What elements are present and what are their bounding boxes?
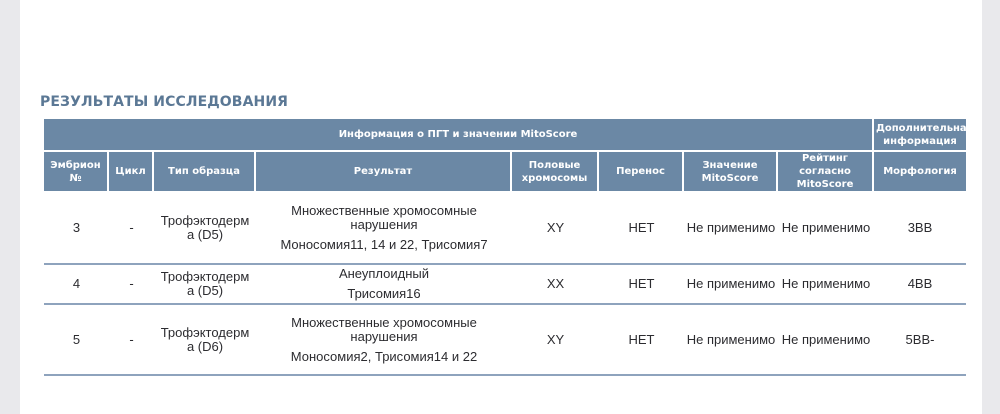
cell-embryo: 3: [44, 193, 109, 265]
col-header-sample: Тип образца: [154, 152, 256, 193]
cell-result: [256, 265, 512, 305]
result-detail: Моносомия11, 14 и 22, Трисомия7: [280, 237, 488, 252]
cell-cycle: -: [109, 193, 154, 265]
col-header-sex: Половые хромосомы: [512, 152, 599, 193]
result-main: Множественные хромосомные нарушения: [291, 314, 477, 344]
cell-embryo: 4: [44, 265, 109, 305]
cell-rating: Не применимо: [778, 305, 874, 376]
col-header-transfer: Перенос: [599, 152, 684, 193]
result-detail: Моносомия2, Трисомия14 и 22: [290, 348, 478, 364]
cell-rating: Не применимо: [778, 265, 874, 305]
table-row: [44, 193, 966, 265]
cell-mitoscore: Не применимо: [684, 265, 778, 305]
col-header-result: Результат: [256, 152, 512, 193]
cell-transfer: НЕТ: [599, 193, 684, 265]
table-row: [44, 265, 966, 305]
col-header-mitoscore: Значение MitoScore: [684, 152, 778, 193]
cell-rating: Не применимо: [778, 193, 874, 265]
group-header-row: [44, 119, 966, 152]
cell-result: [256, 305, 512, 376]
cell-morphology: 5BB-: [874, 305, 966, 376]
cell-sex: XY: [512, 193, 599, 265]
cell-cycle: -: [109, 265, 154, 305]
cell-morphology: 4BB: [874, 265, 966, 305]
col-header-morphology: Морфология: [874, 152, 966, 193]
result-detail: Трисомия16: [347, 286, 421, 301]
column-header-row: [44, 152, 966, 193]
col-header-embryo: Эмбрион №: [44, 152, 109, 193]
cell-transfer: НЕТ: [599, 265, 684, 305]
cell-result: [256, 193, 512, 265]
cell-embryo: 5: [44, 305, 109, 376]
cell-sample: Трофэктодерм а (D5): [154, 193, 256, 265]
table-row: [44, 305, 966, 376]
col-header-cycle: Цикл: [109, 152, 154, 193]
cell-sex: XX: [512, 265, 599, 305]
section-title: РЕЗУЛЬТАТЫ ИССЛЕДОВАНИЯ: [40, 94, 289, 110]
col-header-rating: Рейтинг согласно MitoScore: [778, 152, 874, 193]
group-header-extra: Дополнительная информация: [874, 119, 966, 152]
cell-sex: XY: [512, 305, 599, 376]
result-main: Множественные хромосомные нарушения: [291, 203, 477, 232]
cell-morphology: 3BB: [874, 193, 966, 265]
result-main: Анеуплоидный: [338, 266, 430, 281]
cell-mitoscore: Не применимо: [684, 193, 778, 265]
cell-transfer: НЕТ: [599, 305, 684, 376]
cell-sample: Трофэктодерм а (D5): [154, 265, 256, 305]
group-header-main: Информация о ПГТ и значении MitoScore: [44, 119, 874, 152]
results-table: [44, 119, 974, 376]
cell-sample: Трофэктодерм а (D6): [154, 305, 256, 376]
cell-mitoscore: Не применимо: [684, 305, 778, 376]
cell-cycle: -: [109, 305, 154, 376]
